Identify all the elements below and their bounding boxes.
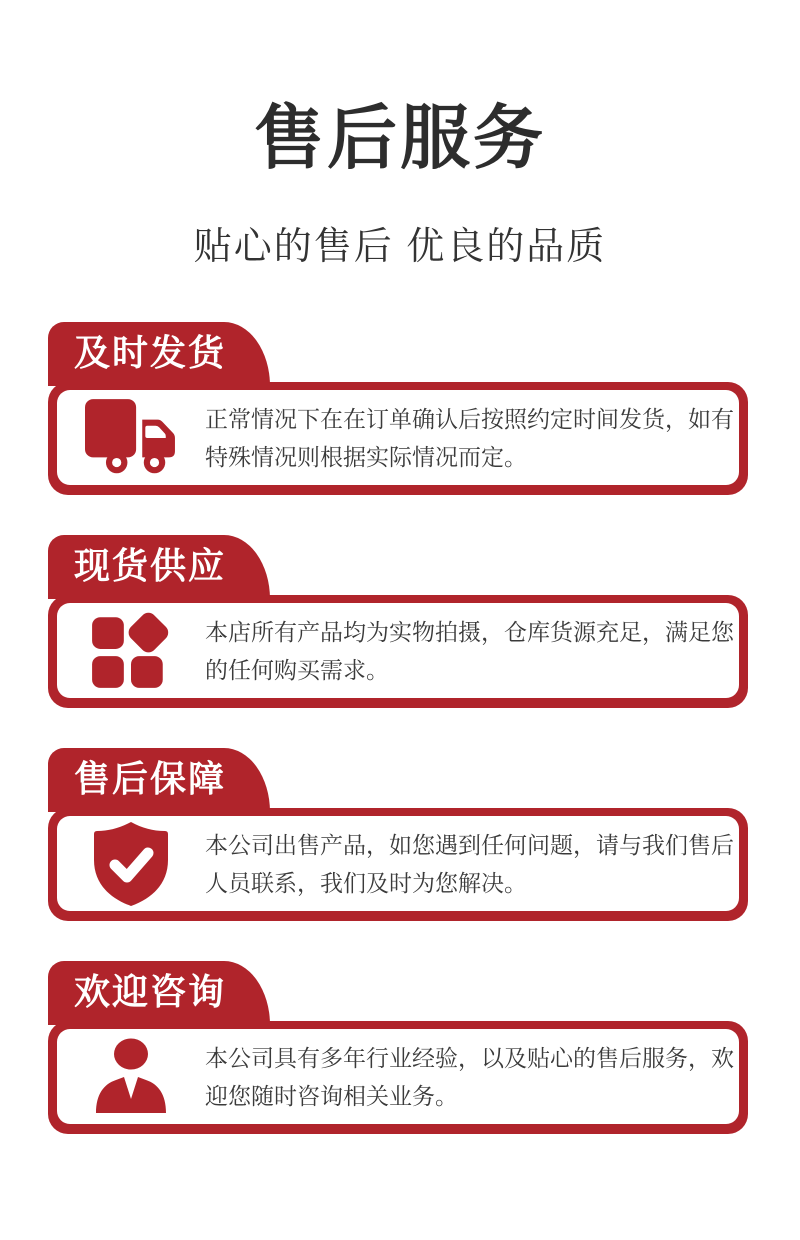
card-tab-label: 欢迎咨询	[74, 971, 227, 1012]
card-aftersales-guarantee	[48, 748, 748, 921]
page-title: 售后服务	[254, 99, 546, 177]
card-body	[48, 595, 748, 708]
card-tab	[48, 748, 270, 812]
card-text: 正常情况下在在订单确认后按照约定时间发货，如有特殊情况则根据实际情况而定。	[205, 405, 734, 470]
card-body	[48, 808, 748, 921]
card-body	[48, 382, 748, 495]
person-icon	[57, 1037, 205, 1117]
card-inner	[57, 603, 739, 698]
card-tab	[48, 322, 270, 386]
card-body	[48, 1021, 748, 1134]
card-welcome-consult	[48, 961, 748, 1134]
card-timely-shipping	[48, 322, 748, 495]
page-header	[0, 0, 800, 270]
service-cards	[0, 322, 800, 1134]
card-inner	[57, 1029, 739, 1124]
card-stock-supply	[48, 535, 748, 708]
card-tab-label: 及时发货	[74, 332, 227, 373]
card-text: 本公司出售产品，如您遇到任何问题，请与我们售后人员联系，我们及时为您解决。	[205, 831, 734, 896]
blocks-icon	[57, 608, 205, 694]
shield-check-icon	[57, 820, 205, 908]
card-inner	[57, 390, 739, 485]
card-tab	[48, 961, 270, 1025]
truck-icon	[57, 399, 205, 476]
card-text: 本店所有产品均为实物拍摄，仓库货源充足，满足您的任何购买需求。	[205, 618, 734, 683]
page-subtitle: 贴心的售后 优良的品质	[193, 226, 607, 268]
card-tab	[48, 535, 270, 599]
card-tab-label: 现货供应	[74, 545, 227, 586]
card-inner	[57, 816, 739, 911]
card-tab-label: 售后保障	[74, 758, 227, 799]
card-text: 本公司具有多年行业经验，以及贴心的售后服务，欢迎您随时咨询相关业务。	[205, 1044, 734, 1109]
